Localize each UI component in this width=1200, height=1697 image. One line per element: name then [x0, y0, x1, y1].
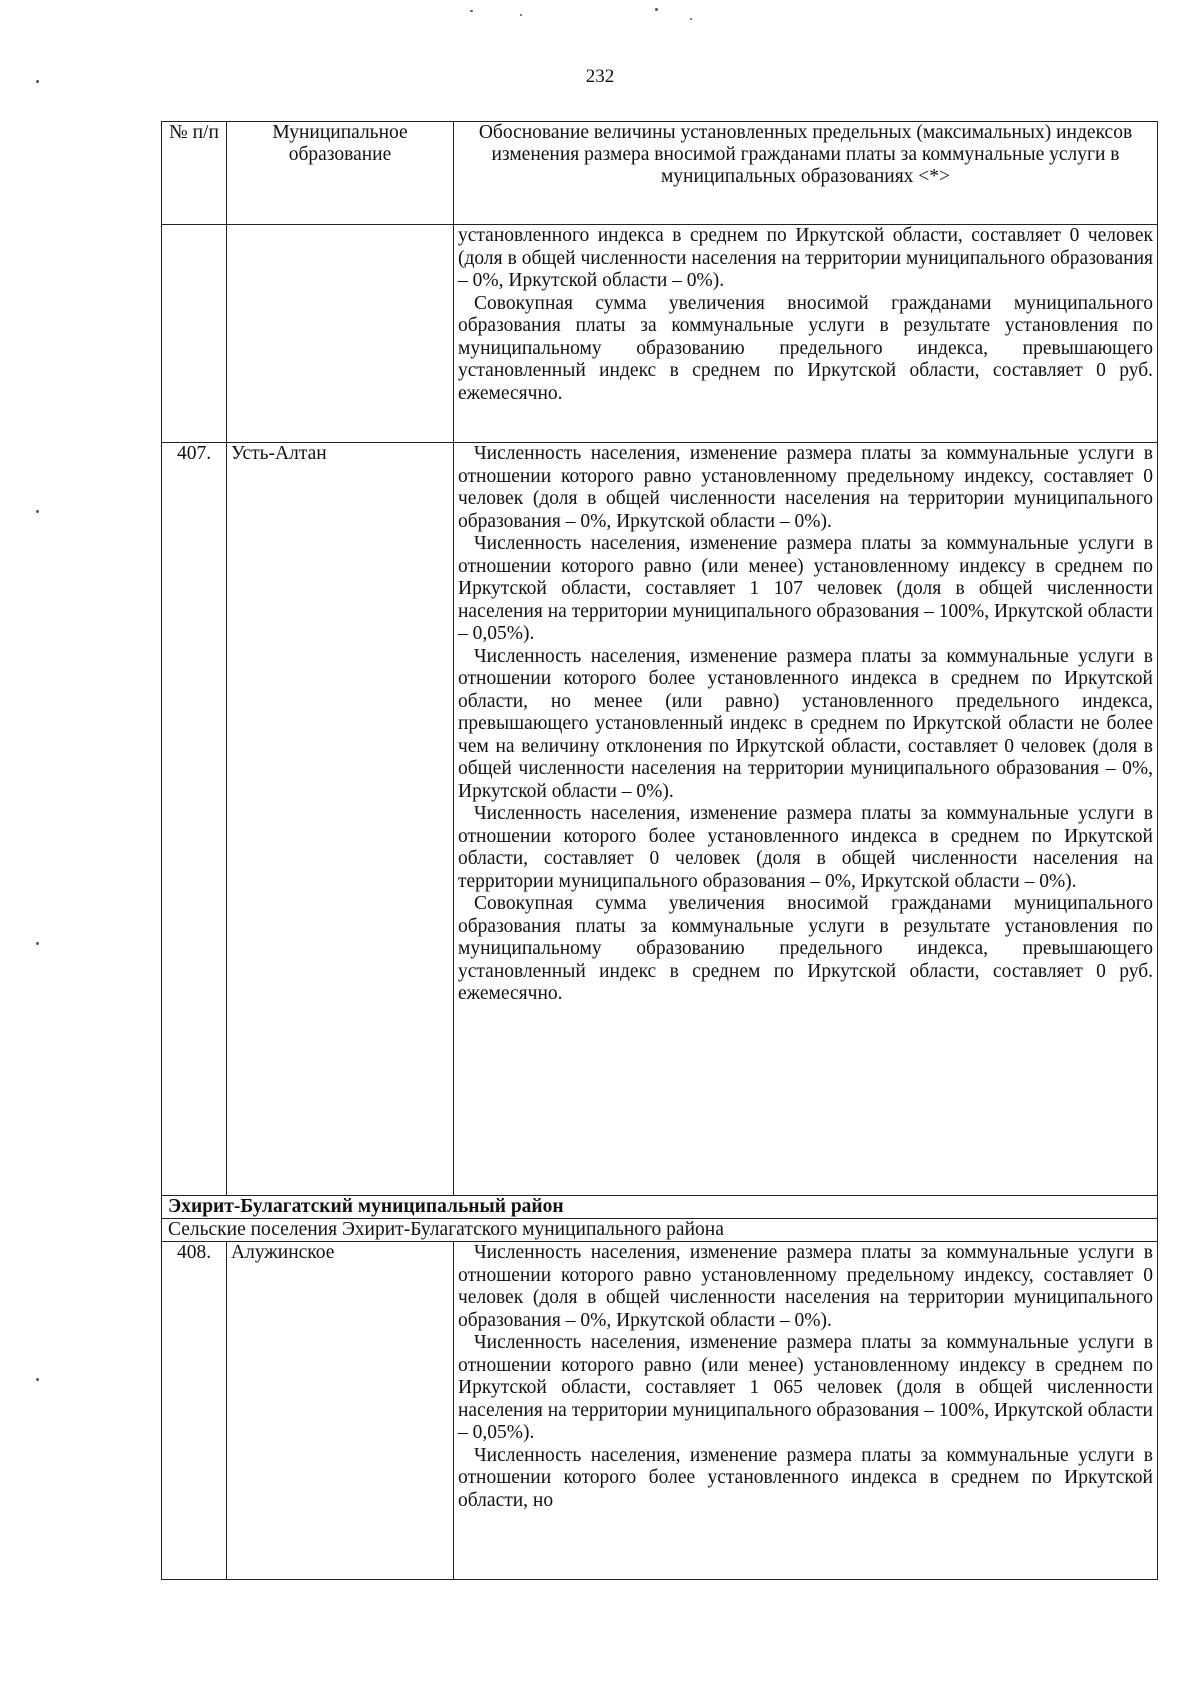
header-num: № п/п: [162, 122, 227, 225]
justification-cell: [454, 1242, 1158, 1580]
settlements-title: Сельские поселения Эхирит-Булагатского муниципального района: [162, 1219, 1158, 1242]
table-row: [162, 1242, 1158, 1580]
scan-speck: [690, 18, 692, 20]
page-number: 232: [585, 66, 615, 87]
justification-cell: [454, 225, 1158, 443]
paragraph: Численность населения, изменение размера платы за коммунальные услуги в отношении которого равно (или менее) установленному индексу в среднем по Иркутской области, составляет 1 107 человек (доля в общей численности населения на территории муниципального образования – 100%, Иркутской области – 0,05%).: [458, 533, 1153, 644]
row-number-cell: [162, 225, 227, 443]
municipality-cell: Алужинское: [227, 1242, 454, 1580]
row-number-cell: 408.: [162, 1242, 227, 1580]
table-header-row: [162, 122, 1158, 225]
justification-cell: [454, 443, 1158, 1196]
section-row: [162, 1219, 1158, 1242]
paragraph: Численность населения, изменение размера платы за коммунальные услуги в отношении которого более установленного индекса в среднем по Иркутской области, но: [458, 1444, 1153, 1511]
row-number-cell: 407.: [162, 443, 227, 1196]
paragraph: Численность населения, изменение размера платы за коммунальные услуги в отношении которого более установленного индекса в среднем по Иркутской области, составляет 0 человек (доля в общей численности населения на территории муниципального образования – 0%, Иркутской области – 0%).: [458, 803, 1153, 892]
municipality-cell: [227, 225, 454, 443]
scan-speck: [36, 1378, 39, 1381]
scan-speck: [36, 510, 39, 513]
header-justification: Обоснование величины установленных предельных (максимальных) индексов изменения размера вносимой гражданами платы за коммунальные услуги в муниципальных образованиях <*>: [454, 122, 1158, 225]
table-row: [162, 225, 1158, 443]
scan-speck: [655, 8, 658, 11]
district-title: Эхирит-Булагатский муниципальный район: [162, 1196, 1158, 1219]
table-row: [162, 443, 1158, 1196]
municipality-cell: Усть-Алтан: [227, 443, 454, 1196]
paragraph: Совокупная сумма увеличения вносимой гражданами муниципального образования платы за коммунальные услуги в результате установления по муниципальному образованию предельного индекса, превышающего установленный индекс в среднем по Иркутской области, составляет 0 руб. ежемесячно.: [458, 292, 1153, 404]
tariff-index-table: [161, 121, 1158, 1580]
section-row: [162, 1196, 1158, 1219]
header-municipality: Муниципальное образование: [227, 122, 454, 225]
scan-speck: [36, 942, 39, 945]
paragraph: Численность населения, изменение размера платы за коммунальные услуги в отношении которого равно установленному предельному индексу, составляет 0 человек (доля в общей численности населения на территории муниципального образования – 0%, Иркутской области – 0%).: [458, 443, 1153, 532]
scan-speck: [470, 10, 473, 12]
paragraph: Численность населения, изменение размера платы за коммунальные услуги в отношении которого более установленного индекса в среднем по Иркутской области, но менее (или равно) установленного предельного индекса, превышающего установленный индекс в среднем по Иркутской области не более чем на величину отклонения по Иркутской области, составляет 0 человек (доля в общей численности населения на территории муниципального образования – 0%, Иркутской области – 0%).: [458, 645, 1153, 802]
scan-speck: [520, 14, 522, 16]
paragraph: Численность населения, изменение размера платы за коммунальные услуги в отношении которого равно установленному предельному индексу, составляет 0 человек (доля в общей численности населения на территории муниципального образования – 0%, Иркутской области – 0%).: [458, 1242, 1153, 1331]
paragraph: Совокупная сумма увеличения вносимой гражданами муниципального образования платы за коммунальные услуги в результате установления по муниципальному образованию предельного индекса, превышающего установленный индекс в среднем по Иркутской области, составляет 0 руб. ежемесячно.: [458, 893, 1153, 1004]
paragraph: установленного индекса в среднем по Иркутской области, составляет 0 человек (доля в общей численности населения на территории муниципального образования – 0%, Иркутской области – 0%).: [458, 225, 1153, 291]
scan-speck: [36, 80, 39, 83]
paragraph: Численность населения, изменение размера платы за коммунальные услуги в отношении которого равно (или менее) установленному индексу в среднем по Иркутской области, составляет 1 065 человек (доля в общей численности населения на территории муниципального образования – 100%, Иркутской области – 0,05%).: [458, 1332, 1153, 1443]
